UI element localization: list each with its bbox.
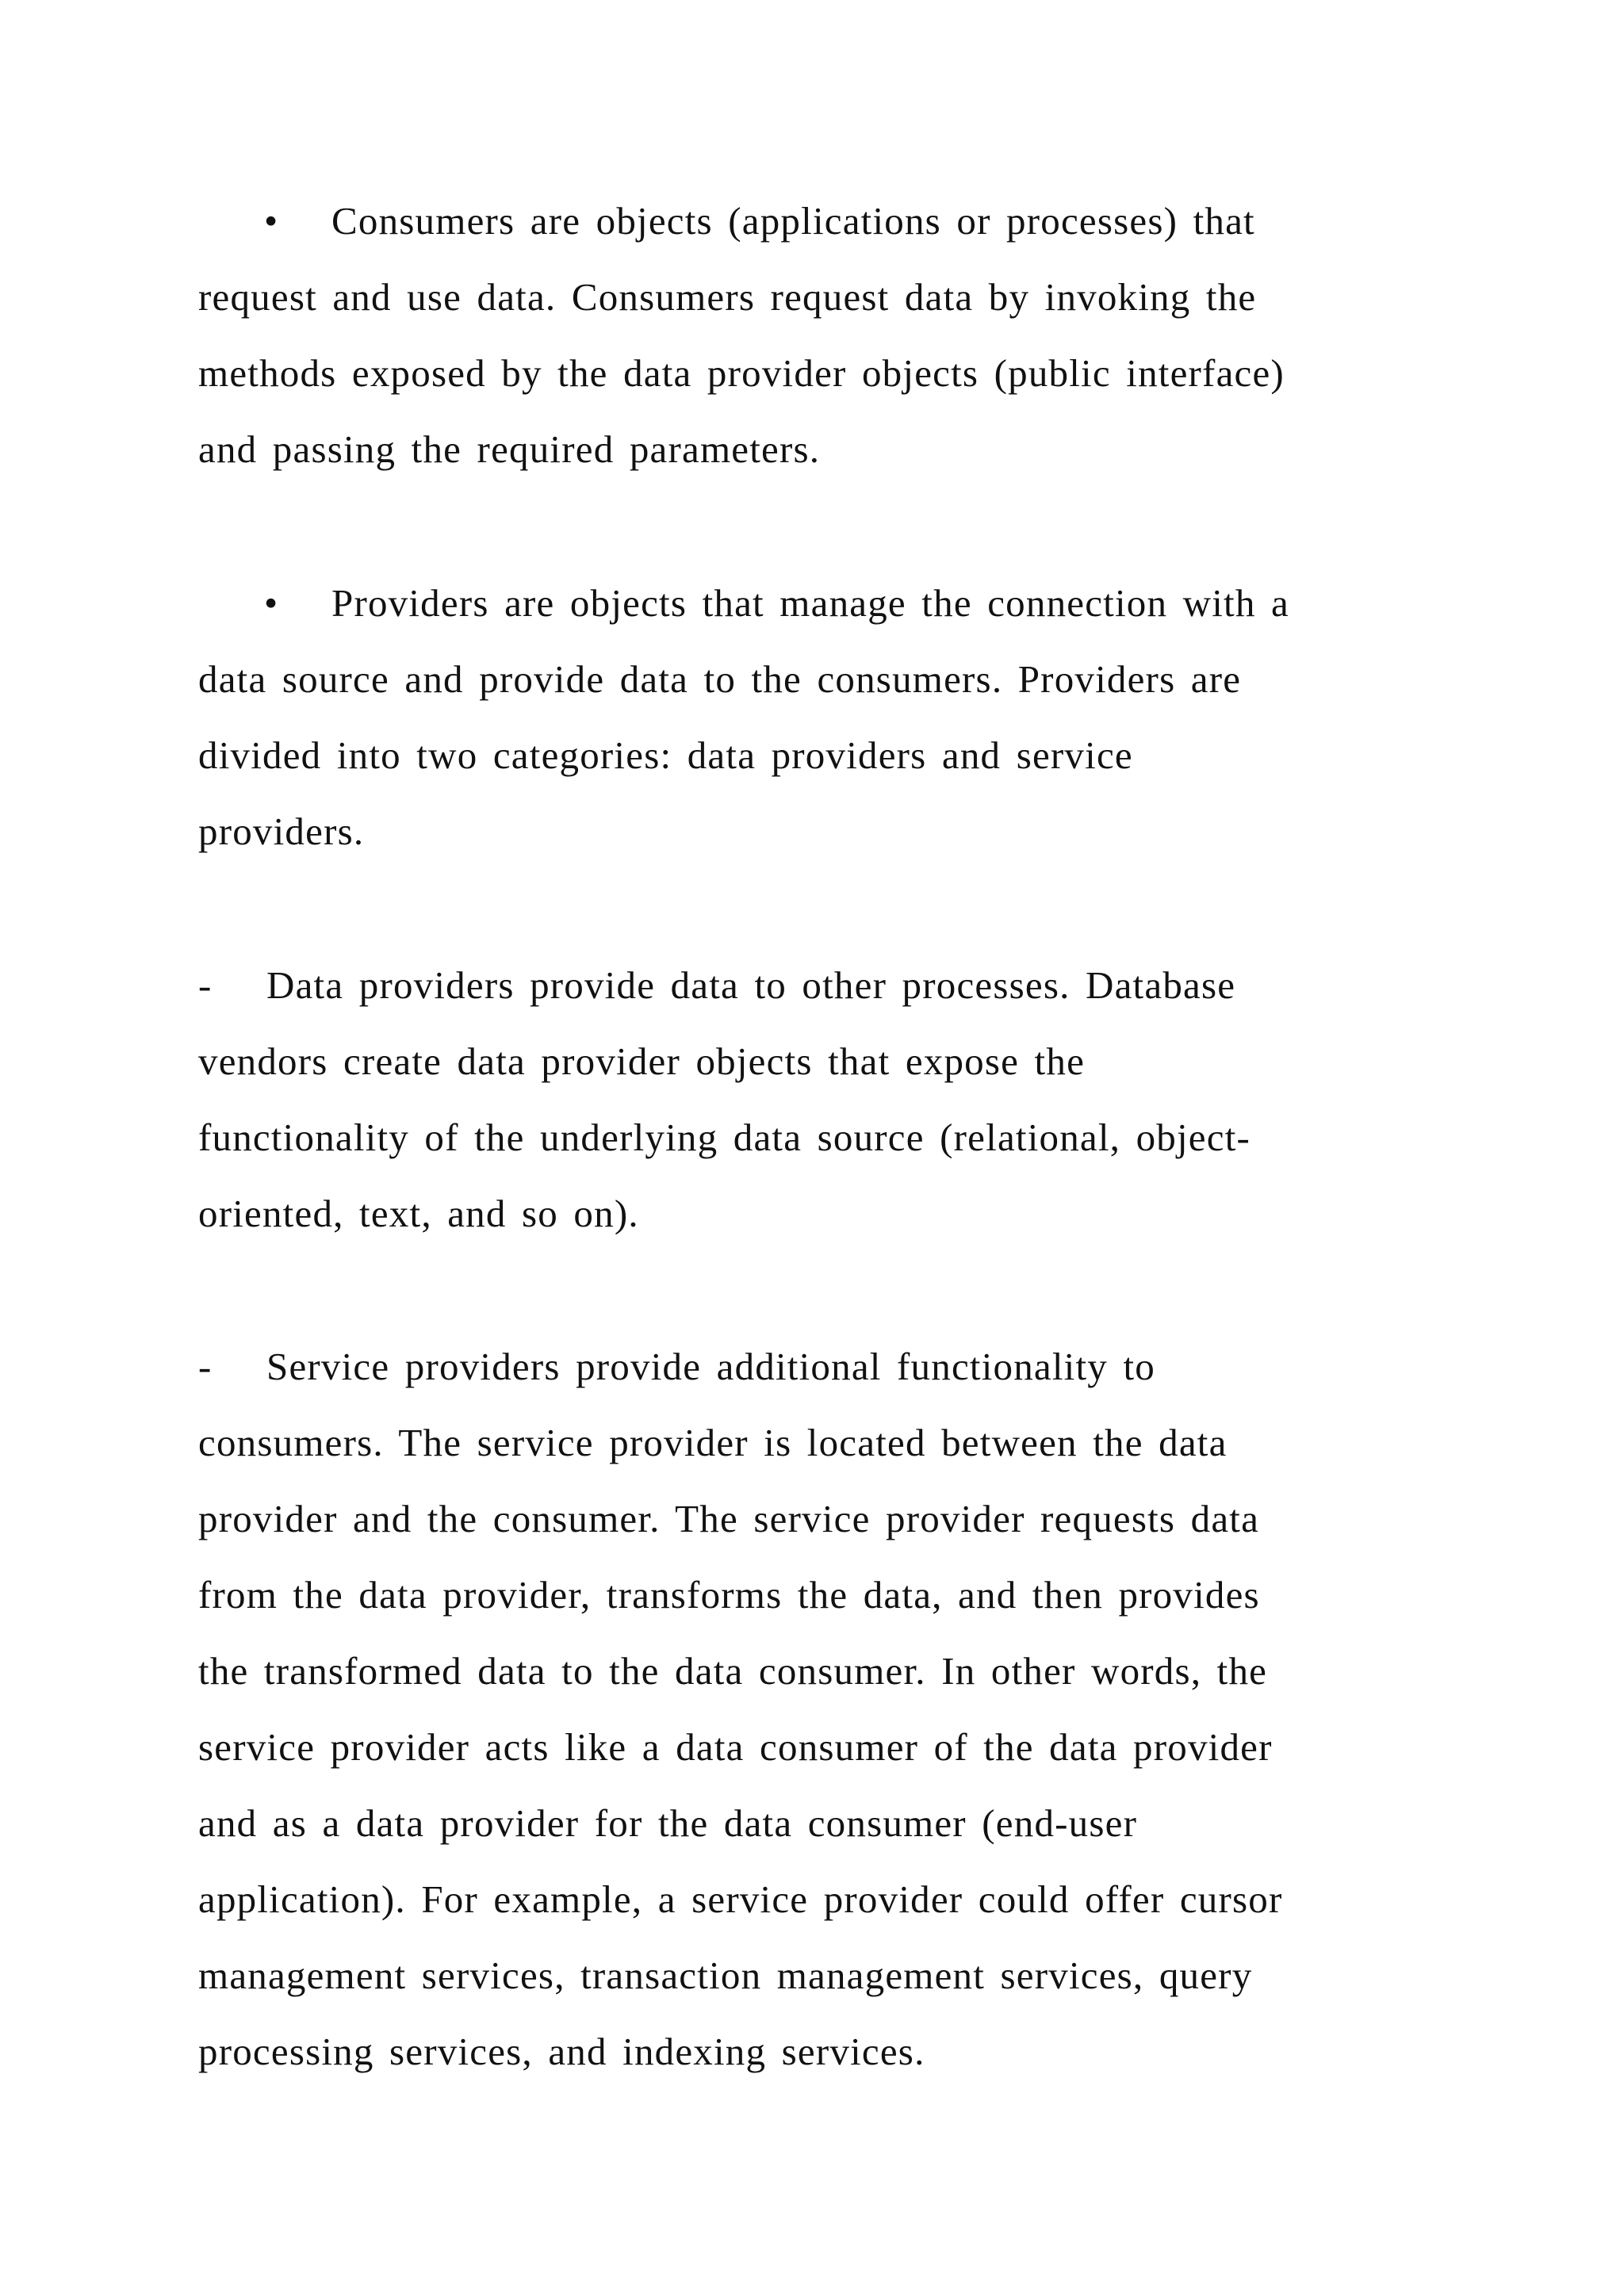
dash-marker: - — [198, 963, 213, 1007]
paragraph-line: vendors create data provider objects that expose the — [198, 1039, 1086, 1083]
paragraph-line: request and use data. Consumers request data by invoking the — [198, 275, 1257, 319]
paragraph-line: and passing the required parameters. — [198, 427, 821, 471]
bullet-marker: • — [264, 581, 279, 625]
paragraph-line: Service providers provide additional functionality to — [266, 1345, 1155, 1388]
paragraph-line: methods exposed by the data provider objects (public interface) — [198, 351, 1285, 395]
paragraph-line: functionality of the underlying data source (relational, object- — [198, 1115, 1251, 1159]
paragraph-line: Providers are objects that manage the connection with a — [331, 581, 1289, 625]
paragraph-line: the transformed data to the data consumer. In other words, the — [198, 1649, 1268, 1693]
paragraph-line: provider and the consumer. The service provider requests data — [198, 1497, 1260, 1540]
paragraph-line: providers. — [198, 809, 365, 853]
paragraph-line: processing services, and indexing services. — [198, 2030, 925, 2073]
paragraph-line: consumers. The service provider is located between the data — [198, 1421, 1228, 1464]
paragraph-line: Data providers provide data to other processes. Database — [266, 963, 1236, 1007]
bullet-marker: • — [264, 199, 279, 243]
paragraph-line: service provider acts like a data consumer of the data provider — [198, 1725, 1273, 1769]
dash-marker: - — [198, 1345, 213, 1388]
paragraph-line: and as a data provider for the data consumer (end-user — [198, 1801, 1138, 1845]
paragraph-line: data source and provide data to the consumers. Providers are — [198, 657, 1242, 701]
paragraph-line: Consumers are objects (applications or processes) that — [331, 199, 1255, 243]
paragraph-line: divided into two categories: data providers and service — [198, 733, 1133, 777]
paragraph-line: management services, transaction management services, query — [198, 1954, 1253, 1997]
paragraph-line: from the data provider, transforms the data, and then provides — [198, 1573, 1260, 1617]
paragraph-line: application). For example, a service provider could offer cursor — [198, 1877, 1283, 1921]
paragraph-line: oriented, text, and so on). — [198, 1192, 639, 1235]
